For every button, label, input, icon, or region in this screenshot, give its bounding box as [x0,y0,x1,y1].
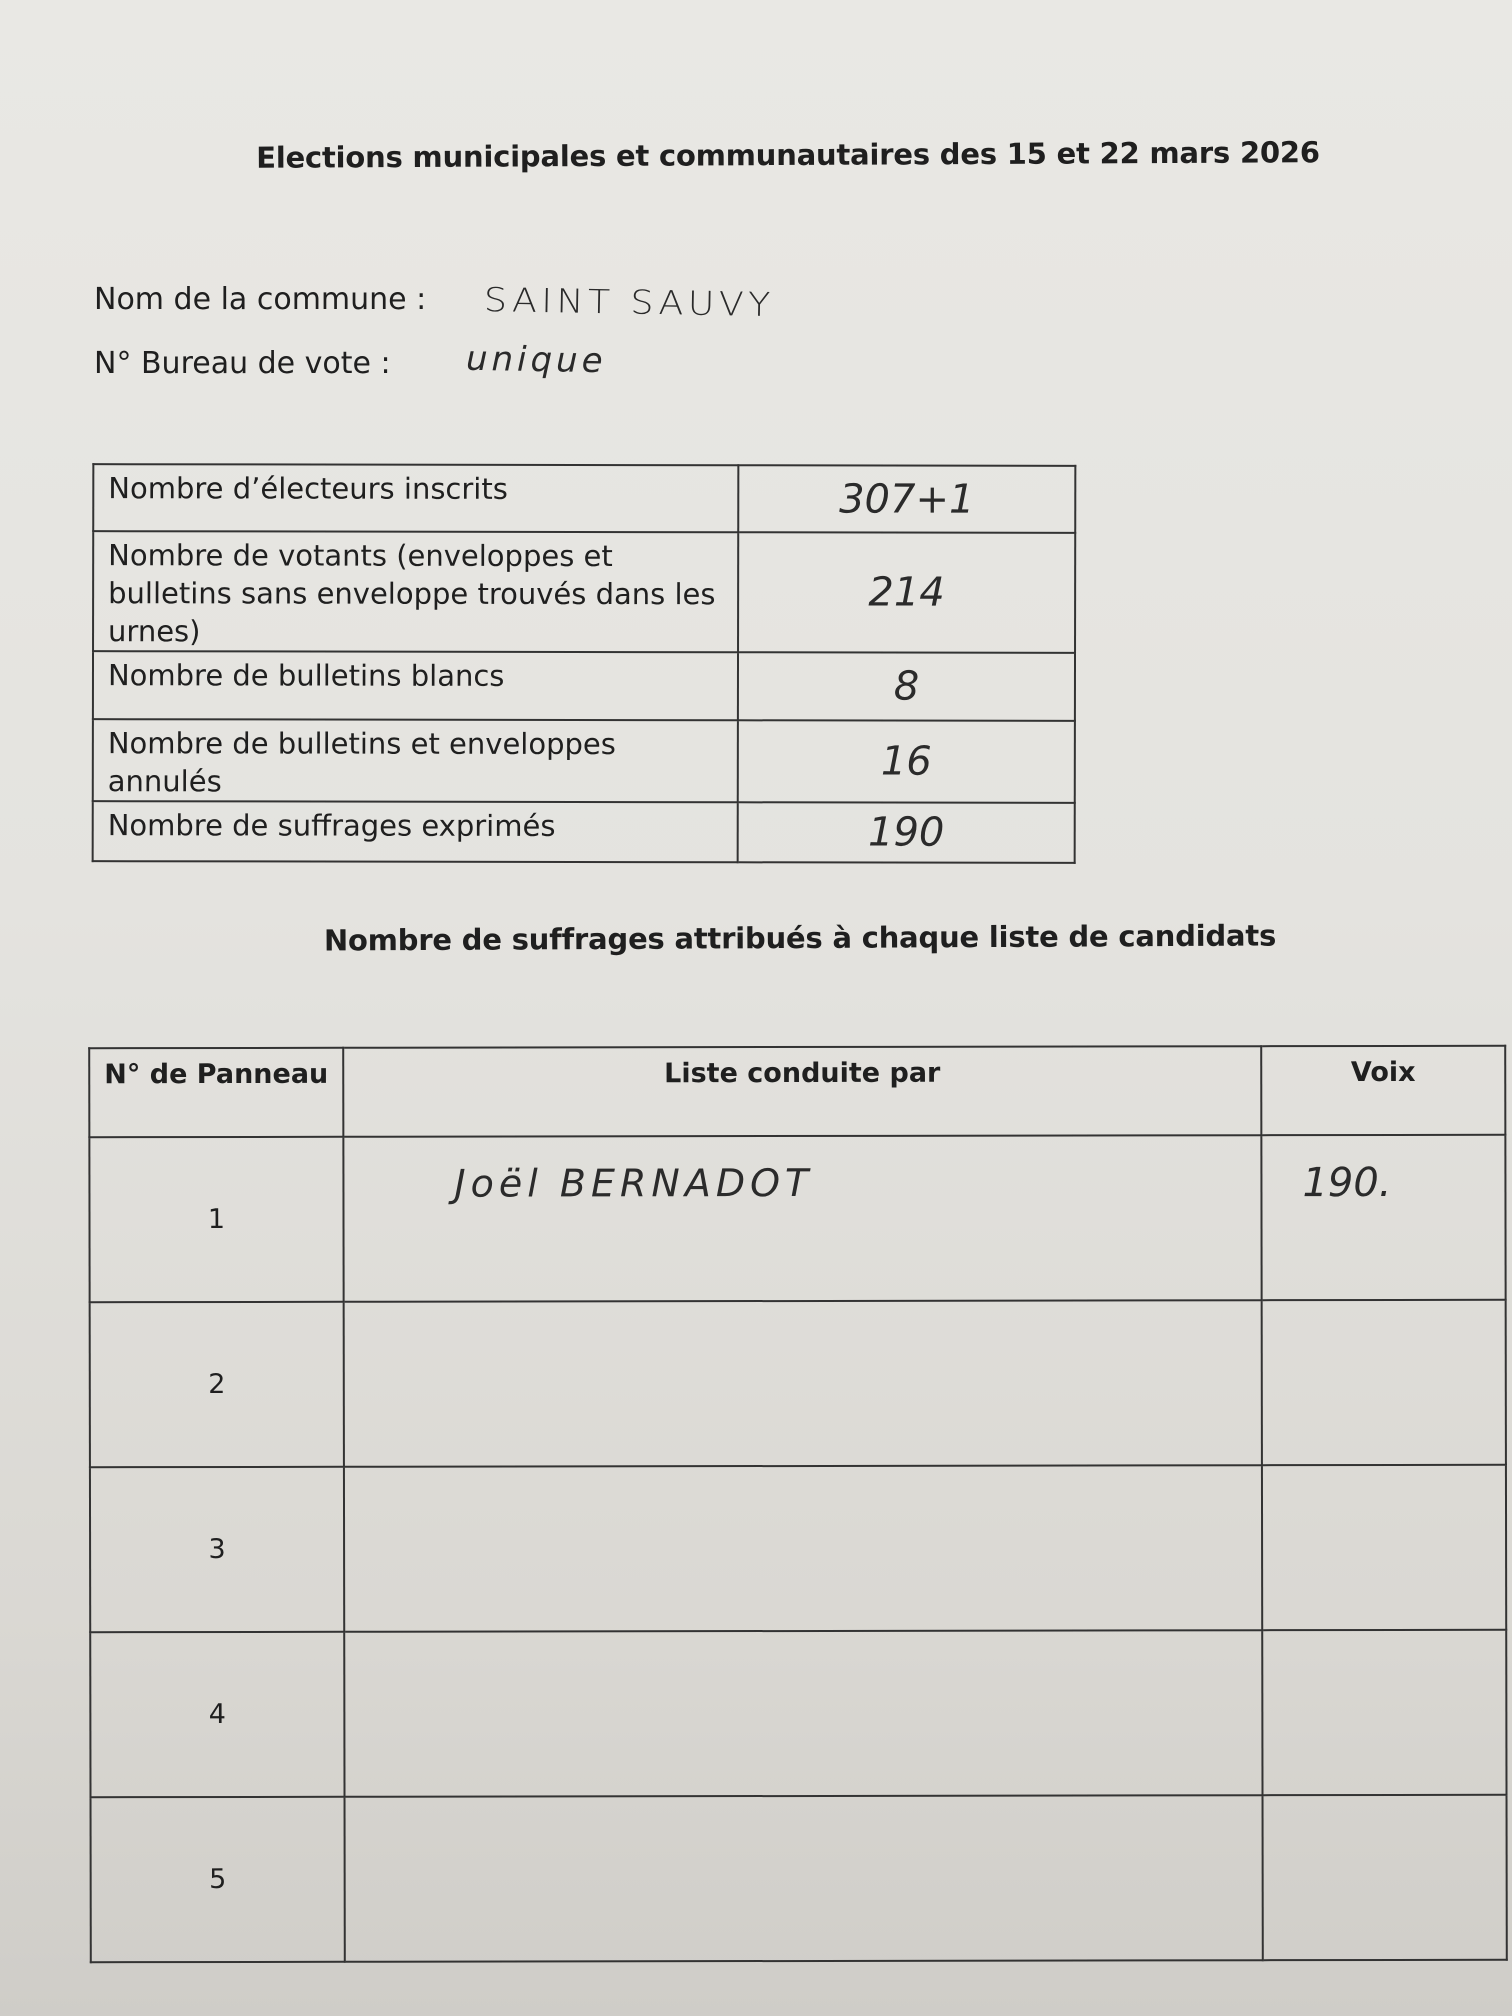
table-row [90,1465,1506,1632]
header-leader: Liste conduite par [343,1046,1261,1137]
summary-label: Nombre d’électeurs inscrits [93,464,738,532]
summary-value: 8 [738,652,1075,721]
table-row [90,1300,1506,1467]
list-leader: Joël BERNADOT [343,1135,1261,1302]
panel-number: 4 [90,1632,344,1797]
summary-label: Nombre de bulletins et enveloppes annulés [93,719,738,802]
summary-row-annules [93,719,1075,803]
summary-value: 190 [738,802,1075,863]
list-votes: 190. [1261,1135,1505,1300]
table-row [90,1630,1506,1797]
lists-section-title: Nombre de suffrages attribués à chaque liste de candidats [323,918,1277,958]
list-votes [1262,1630,1506,1795]
header-votes: Voix [1261,1046,1505,1135]
list-votes [1262,1300,1506,1465]
list-votes [1262,1465,1506,1630]
summary-row-exprimes [93,801,1075,863]
summary-value: 307+1 [738,465,1075,533]
panel-number: 5 [91,1797,345,1962]
document-title: Elections municipales et communautaires des 15 et 22 mars 2026 [256,135,1320,175]
panel-number: 3 [90,1467,344,1632]
summary-label: Nombre de bulletins blancs [93,651,738,720]
summary-row-inscrits [93,464,1075,533]
summary-label: Nombre de suffrages exprimés [93,801,738,862]
bureau-label: N° Bureau de vote : [94,346,391,381]
list-leader [345,1795,1263,1962]
table-header-row [89,1046,1505,1137]
commune-value: SAINT SAUVY [483,280,775,325]
summary-value: 16 [738,720,1075,803]
list-leader [344,1630,1262,1797]
summary-table [92,463,1077,864]
list-leader [344,1465,1262,1632]
summary-value: 214 [738,532,1075,653]
summary-row-blancs [93,651,1075,721]
panel-number: 2 [90,1302,344,1467]
summary-row-votants [93,531,1075,653]
list-leader [344,1300,1262,1467]
list-votes [1263,1795,1507,1960]
panel-number: 1 [89,1137,343,1302]
bureau-value: unique [465,338,607,382]
commune-label: Nom de la commune : [94,282,427,317]
summary-label: Nombre de votants (enveloppes et bulletins sans enveloppe trouvés dans les urnes) [93,531,738,652]
header-panel: N° de Panneau [89,1048,343,1137]
table-row [89,1135,1505,1302]
candidate-lists-table [88,1045,1508,1963]
table-row [91,1795,1507,1962]
